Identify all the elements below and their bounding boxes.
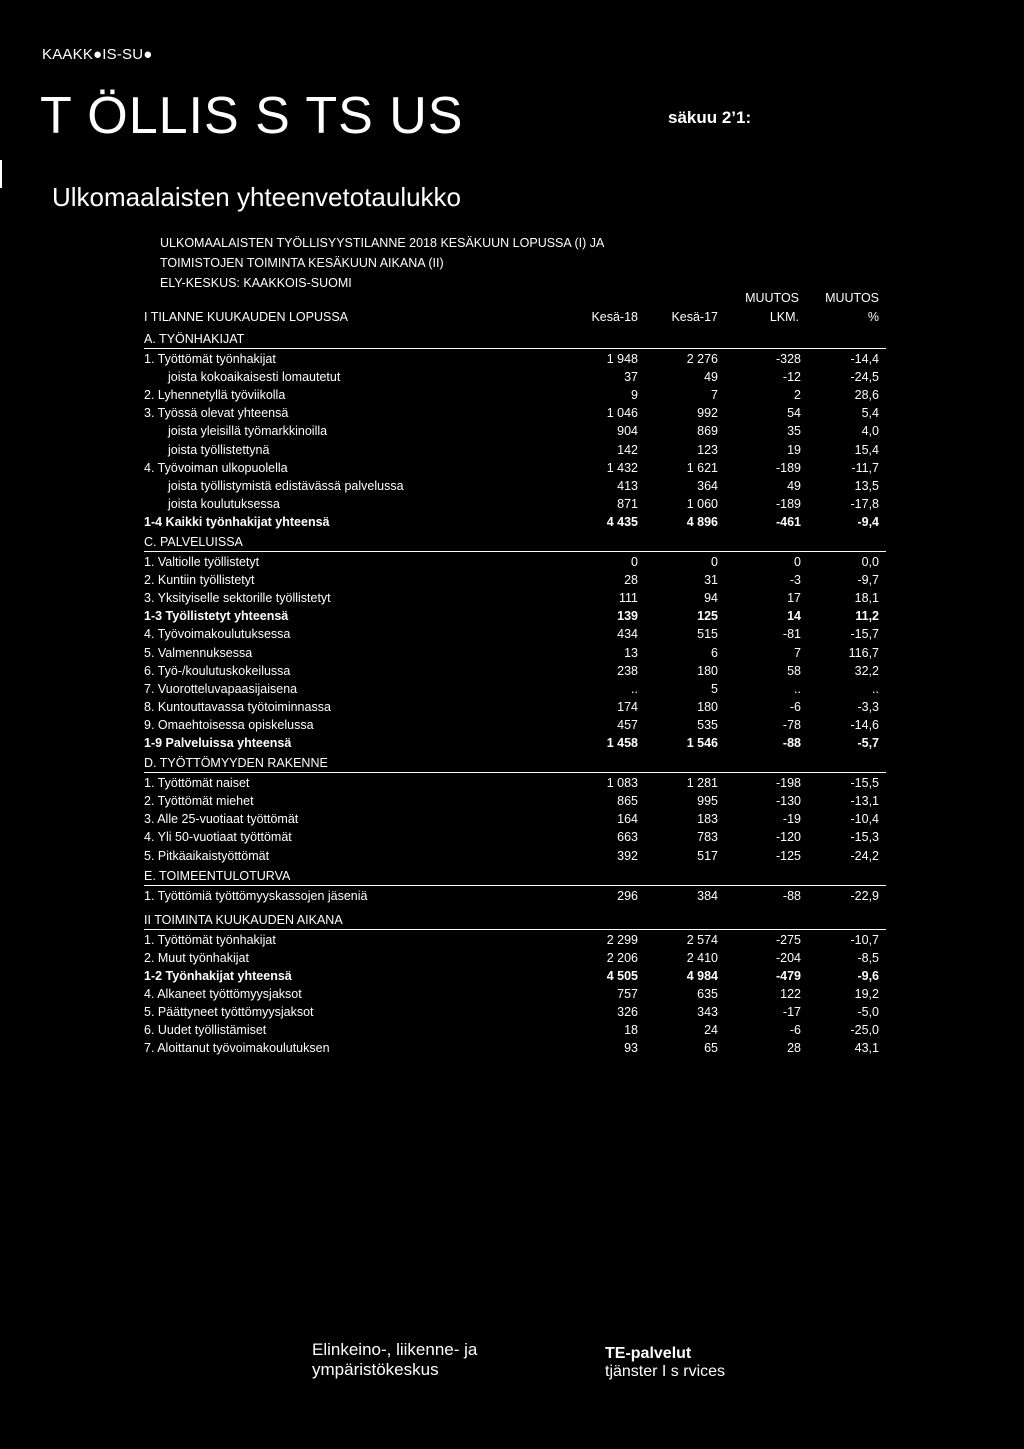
table-caption-line-1: ULKOMAALAISTEN TYÖLLISYYSTILANNE 2018 KESÄKUUN LOPUSSA (I) JA	[160, 236, 605, 250]
row-label: 1. Valtiolle työllistetyt	[144, 555, 260, 569]
value-change-pct: 0,0	[861, 555, 879, 569]
table-row	[144, 810, 886, 828]
value-kesa18: 296	[617, 888, 638, 903]
value-change-count: -3	[789, 573, 801, 588]
value-kesa18: 4 435	[606, 514, 638, 529]
value-kesa18: 1 948	[606, 352, 638, 366]
value-kesa17: 992	[697, 406, 718, 421]
value-change-count: -17	[782, 1005, 801, 1020]
value-change-count: -275	[775, 932, 801, 947]
value-kesa17: 31	[704, 573, 718, 588]
value-change-pct: 19,2	[854, 987, 879, 1001]
value-change-pct: -25,0	[850, 1023, 879, 1038]
value-kesa17: 2 410	[686, 950, 718, 965]
value-change-pct: 116,7	[848, 645, 879, 660]
value-change-pct: 4,0	[861, 424, 879, 439]
table-row	[144, 350, 886, 368]
value-change-count: -204	[775, 950, 801, 965]
value-kesa18: 663	[617, 830, 638, 845]
report-title: T ÖLLIS S TS US	[40, 87, 464, 145]
table-row	[144, 985, 886, 1003]
value-kesa18: 757	[617, 987, 638, 1001]
value-change-pct: 32,2	[854, 663, 879, 678]
value-kesa17: 24	[704, 1023, 718, 1038]
value-kesa17: 343	[697, 1005, 718, 1020]
value-kesa18: 139	[617, 609, 638, 624]
region-title: KAAKK●IS-SU●	[42, 46, 153, 63]
value-kesa17: 180	[697, 663, 718, 678]
value-change-pct: -24,5	[850, 370, 879, 385]
value-kesa17: 364	[697, 478, 718, 493]
row-label: joista työllistymistä edistävässä palvelussa	[168, 478, 404, 493]
value-change-pct: -10,4	[850, 812, 879, 827]
row-label: 1-3 Työllistetyt yhteensä	[144, 609, 289, 624]
value-kesa17: 995	[697, 794, 718, 809]
table-row	[144, 368, 886, 386]
row-label: 9. Omaehtoisessa opiskelussa	[144, 717, 314, 732]
row-label: 6. Uudet työllistämiset	[144, 1023, 267, 1038]
value-kesa18: 1 458	[606, 736, 638, 750]
table-row	[144, 477, 886, 495]
value-change-pct: -17,8	[850, 496, 879, 511]
column-header-label: I TILANNE KUUKAUDEN LOPUSSA	[144, 310, 348, 324]
value-kesa18: 111	[618, 591, 638, 606]
value-kesa17: 6	[711, 645, 718, 660]
row-label: 2. Työttömät miehet	[144, 794, 254, 809]
value-kesa17: 2 276	[686, 352, 718, 366]
value-change-count: -120	[775, 830, 801, 845]
column-header-change-pct: %	[867, 310, 879, 324]
value-kesa18: 434	[617, 627, 638, 642]
row-label: joista yleisillä työmarkkinoilla	[168, 424, 328, 439]
value-change-pct: -13,1	[850, 794, 879, 809]
value-change-pct: -9,7	[857, 573, 879, 588]
value-kesa18: 392	[617, 848, 638, 863]
value-change-pct: 15,4	[854, 442, 879, 457]
value-kesa17: 635	[697, 987, 718, 1001]
table-row	[144, 1039, 886, 1057]
footer-left-line-2: ympäristökeskus	[312, 1360, 439, 1379]
table-row	[144, 847, 886, 865]
value-change-pct: -10,7	[850, 932, 879, 947]
value-change-count: -88	[782, 736, 801, 750]
value-kesa18: ..	[631, 681, 638, 696]
row-label: 1-4 Kaikki työnhakijat yhteensä	[144, 514, 330, 529]
row-label: 1-2 Työnhakijat yhteensä	[144, 968, 292, 983]
value-change-count: -12	[782, 370, 801, 385]
section-heading: E. TOIMEENTULOTURVA	[144, 867, 886, 886]
value-kesa17: 180	[697, 699, 718, 714]
value-kesa17: 0	[711, 555, 718, 569]
value-kesa18: 164	[617, 812, 638, 827]
row-label: 5. Valmennuksessa	[144, 645, 253, 660]
row-label: 1. Työttömät naiset	[144, 776, 250, 791]
value-change-pct: -14,6	[850, 717, 879, 732]
value-change-pct: 13,5	[854, 478, 879, 493]
value-kesa17: 49	[704, 370, 718, 385]
value-kesa18: 326	[617, 1005, 638, 1020]
value-kesa17: 1 060	[686, 496, 718, 511]
value-change-count: 14	[787, 609, 801, 624]
row-label: 4. Alkaneet työttömyysjaksot	[144, 987, 302, 1001]
value-change-count: -19	[782, 812, 801, 827]
row-label: 4. Yli 50-vuotiaat työttömät	[144, 830, 292, 845]
value-change-count: 28	[787, 1041, 801, 1056]
table-row	[144, 441, 886, 459]
value-change-count: -189	[775, 496, 801, 511]
value-change-count: 49	[787, 478, 801, 493]
value-change-pct: -5,0	[857, 1005, 879, 1020]
value-kesa18: 865	[617, 794, 638, 809]
value-kesa17: 783	[697, 830, 718, 845]
row-label: 2. Muut työnhakijat	[144, 950, 249, 965]
value-change-pct: -15,7	[850, 627, 879, 642]
row-label: 1. Työttömät työnhakijat	[144, 932, 276, 947]
value-kesa18: 9	[631, 388, 638, 403]
column-header-change-count: LKM.	[769, 310, 799, 324]
value-change-pct: -15,3	[850, 830, 879, 845]
row-label: 3. Työssä olevat yhteensä	[144, 406, 289, 421]
value-kesa17: 65	[704, 1041, 718, 1056]
value-change-count: -81	[782, 627, 801, 642]
table-caption-line-2: TOIMISTOJEN TOIMINTA KESÄKUUN AIKANA (II)	[160, 256, 444, 270]
value-change-count: 58	[787, 663, 801, 678]
row-label: 5. Päättyneet työttömyysjaksot	[144, 1005, 314, 1020]
table-total-row	[144, 513, 886, 531]
value-change-pct: 11,2	[855, 609, 879, 624]
value-change-pct: -14,4	[850, 352, 879, 366]
table-row	[144, 680, 886, 698]
value-change-count: -6	[789, 699, 801, 714]
row-label: joista työllistettynä	[168, 442, 270, 457]
value-change-pct: -11,7	[851, 460, 879, 475]
value-change-count: -78	[782, 717, 801, 732]
value-kesa18: 1 083	[606, 776, 638, 791]
value-change-count: ..	[794, 681, 801, 696]
column-header-change-pct-top: MUUTOS	[825, 291, 879, 305]
value-kesa18: 413	[617, 478, 638, 493]
value-change-pct: -9,4	[857, 514, 879, 529]
table-row	[144, 716, 886, 734]
value-kesa17: 535	[697, 717, 718, 732]
section-heading: A. TYÖNHAKIJAT	[144, 330, 886, 349]
value-change-count: 122	[780, 987, 801, 1001]
value-change-pct: 28,6	[854, 388, 879, 403]
value-change-count: 2	[794, 388, 801, 403]
table-total-row	[144, 734, 886, 752]
value-change-count: -198	[775, 776, 801, 791]
value-kesa18: 1 046	[606, 406, 638, 421]
row-label: 5. Pitkäaikaistyöttömät	[144, 848, 270, 863]
value-change-count: -130	[775, 794, 801, 809]
table-row	[144, 386, 886, 404]
value-kesa17: 517	[697, 848, 718, 863]
value-kesa17: 94	[704, 591, 718, 606]
table-row	[144, 774, 886, 792]
column-header-change-count-top: MUUTOS	[745, 291, 799, 305]
value-change-pct: 18,1	[854, 591, 879, 606]
footer-right-line-2: tjänster I s rvices	[605, 1363, 726, 1380]
section-heading: II TOIMINTA KUUKAUDEN AIKANA	[144, 911, 886, 930]
table-row	[144, 589, 886, 607]
table-row	[144, 553, 886, 571]
margin-mark	[0, 160, 2, 188]
value-change-count: 0	[794, 555, 801, 569]
value-kesa17: 183	[697, 812, 718, 827]
table-row	[144, 1003, 886, 1021]
row-label: 1. Työttömät työnhakijat	[144, 352, 276, 366]
value-kesa17: 4 896	[686, 514, 718, 529]
row-label: joista kokoaikaisesti lomautetut	[168, 370, 341, 385]
table-row	[144, 625, 886, 643]
table-row	[144, 698, 886, 716]
table-row	[144, 949, 886, 967]
value-change-pct: -22,9	[850, 888, 879, 903]
table-total-row	[144, 967, 886, 985]
value-change-count: -6	[789, 1023, 801, 1038]
ely-centre-logo-text	[312, 1340, 477, 1380]
table-row	[144, 571, 886, 589]
value-kesa17: 5	[711, 681, 718, 696]
row-label: 7. Vuorotteluvapaasijaisena	[144, 681, 298, 696]
value-kesa18: 142	[617, 442, 638, 457]
table-row	[144, 459, 886, 477]
row-label: 4. Työvoiman ulkopuolella	[144, 460, 288, 475]
value-kesa17: 125	[697, 609, 718, 624]
footer-left-line-1: Elinkeino-, liikenne- ja	[312, 1340, 478, 1359]
value-change-count: -125	[775, 848, 801, 863]
value-kesa17: 1 546	[686, 736, 718, 750]
value-kesa17: 515	[697, 627, 718, 642]
value-change-pct: 5,4	[861, 406, 879, 421]
value-kesa18: 904	[617, 424, 638, 439]
row-label: 6. Työ-/koulutuskokeilussa	[144, 663, 291, 678]
value-kesa17: 4 984	[686, 968, 718, 983]
table-row	[144, 1021, 886, 1039]
table-row	[144, 495, 886, 513]
row-label: joista koulutuksessa	[168, 496, 280, 511]
row-label: 3. Alle 25-vuotiaat työttömät	[144, 812, 299, 827]
value-change-pct: -24,2	[850, 848, 879, 863]
row-label: 7. Aloittanut työvoimakoulutuksen	[144, 1041, 330, 1056]
value-kesa18: 4 505	[606, 968, 638, 983]
page-subtitle: Ulkomaalaisten yhteenvetotaulukko	[52, 182, 462, 212]
table-row	[144, 828, 886, 846]
value-kesa18: 2 206	[606, 950, 638, 965]
value-kesa18: 18	[624, 1023, 638, 1038]
value-change-pct: ..	[872, 681, 879, 696]
value-kesa18: 0	[631, 555, 638, 569]
value-kesa18: 13	[624, 645, 638, 660]
table-row	[144, 404, 886, 422]
row-label: 1. Työttömiä työttömyyskassojen jäseniä	[144, 888, 368, 903]
value-change-pct: -8,5	[857, 950, 879, 965]
row-label: 8. Kuntouttavassa työtoiminnassa	[144, 699, 331, 714]
value-change-count: 7	[794, 645, 801, 660]
te-services-logo-text	[605, 1345, 725, 1381]
value-change-count: -479	[775, 968, 801, 983]
value-change-count: -461	[775, 514, 801, 529]
value-kesa18: 238	[617, 663, 638, 678]
footer-right-line-1: TE-palvelut	[605, 1345, 692, 1362]
column-header-kesa18: Kesä-18	[591, 310, 638, 324]
value-change-count: 19	[787, 442, 801, 457]
table-row	[144, 644, 886, 662]
table-row	[144, 931, 886, 949]
row-label: 2. Lyhennetyllä työviikolla	[144, 388, 286, 403]
table-row	[144, 662, 886, 680]
value-kesa18: 37	[624, 370, 638, 385]
value-change-pct: -9,6	[857, 968, 879, 983]
issue-label: säkuu 2’1:	[668, 108, 752, 127]
value-kesa18: 28	[624, 573, 638, 588]
value-change-pct: -15,5	[850, 776, 879, 791]
value-change-count: -189	[775, 460, 801, 475]
value-kesa18: 174	[617, 699, 638, 714]
value-kesa17: 123	[697, 442, 718, 457]
value-change-pct: 43,1	[854, 1041, 879, 1056]
value-kesa18: 2 299	[606, 932, 638, 947]
table-total-row	[144, 607, 886, 625]
value-change-count: 35	[787, 424, 801, 439]
table-row	[144, 792, 886, 810]
value-kesa18: 1 432	[606, 460, 638, 475]
value-kesa17: 7	[711, 388, 718, 403]
value-change-count: 17	[787, 591, 801, 606]
table-row	[144, 422, 886, 440]
row-label: 1-9 Palveluissa yhteensä	[144, 736, 292, 750]
value-kesa17: 1 281	[686, 776, 718, 791]
value-kesa17: 2 574	[686, 932, 718, 947]
row-label: 4. Työvoimakoulutuksessa	[144, 627, 291, 642]
value-kesa17: 1 621	[686, 460, 718, 475]
value-change-count: 54	[787, 406, 801, 421]
table-caption-line-3: ELY-KESKUS: KAAKKOIS-SUOMI	[160, 276, 352, 290]
value-kesa18: 93	[624, 1041, 638, 1056]
table-row	[144, 887, 886, 905]
column-header-kesa17: Kesä-17	[671, 310, 718, 324]
value-change-pct: -5,7	[857, 736, 879, 750]
value-change-count: -328	[775, 352, 801, 366]
value-kesa17: 384	[697, 888, 718, 903]
row-label: 2. Kuntiin työllistetyt	[144, 573, 255, 588]
value-change-pct: -3,3	[857, 699, 879, 714]
value-kesa18: 457	[617, 717, 638, 732]
value-kesa17: 869	[697, 424, 718, 439]
section-heading: D. TYÖTTÖMYYDEN RAKENNE	[144, 754, 886, 773]
section-heading: C. PALVELUISSA	[144, 533, 886, 552]
value-kesa18: 871	[617, 496, 638, 511]
value-change-count: -88	[782, 888, 801, 903]
row-label: 3. Yksityiselle sektorille työllistetyt	[144, 591, 331, 606]
